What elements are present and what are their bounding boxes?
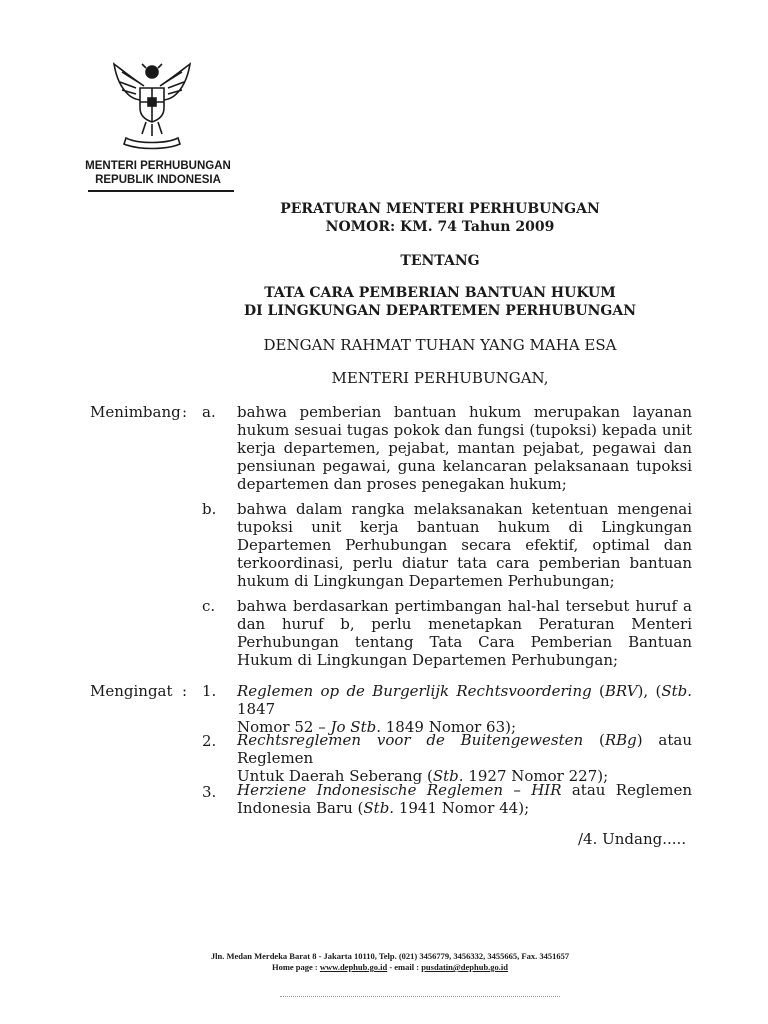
basis-1: [237, 682, 692, 736]
text-fragment: Stb.: [661, 682, 692, 700]
consideration-c-mark: c.: [202, 597, 216, 615]
mengingat-label: Mengingat: [90, 682, 173, 700]
footer-address: Jln. Medan Merdeka Barat 8 - Jakarta 10110, Telp. (021) 3456779, 3456332, 3455665, Fax. 3451657: [210, 951, 570, 961]
issuer-divider: [88, 190, 234, 192]
text-fragment: Untuk Daerah Seberang (: [237, 767, 433, 785]
consideration-a-line: bahwa pemberian bantuan hukum merupakan layanan: [237, 403, 692, 421]
subject-line-1: TATA CARA PEMBERIAN BANTUAN HUKUM: [264, 285, 616, 301]
menimbang-colon: :: [182, 403, 188, 421]
text-fragment: 1849 Nomor 63);: [380, 718, 517, 736]
text-fragment: Herziene Indonesische Reglemen – HIR: [237, 781, 562, 799]
menimbang-label: Menimbang: [90, 403, 181, 421]
homepage-label: Home page :: [271, 962, 320, 972]
basis-3: [237, 781, 692, 817]
text-fragment: 1847: [237, 700, 276, 718]
issuer-name: [80, 159, 236, 187]
consideration-b-line: bahwa dalam rangka melaksanakan ketentuan mengenai: [237, 500, 692, 518]
basis-3-line: [237, 781, 692, 799]
regulation-title: PERATURAN MENTERI PERHUBUNGAN: [280, 201, 600, 217]
text-fragment: 1941 Nomor 44);: [394, 799, 530, 817]
consideration-a-line: pensiunan pegawai, guna kelancaran pelaksanaan tupoksi: [237, 457, 692, 475]
consideration-c-line: Perhubungan tentang Tata Cara Pemberian Bantuan: [237, 633, 692, 651]
text-fragment: Indonesia Baru (: [237, 799, 364, 817]
footer-divider: [280, 996, 560, 998]
consideration-b-line: terkoordinasi, perlu diatur tata cara pemberian bantuan: [237, 554, 692, 572]
continuation-marker: /4. Undang.....: [578, 830, 687, 848]
basis-1-line: [237, 682, 692, 718]
text-fragment: Stb.: [432, 767, 464, 785]
text-fragment: ) atau Reglemen: [237, 731, 693, 767]
consideration-a-line: hukum sesuai tugas pokok dan fungsi (tupoksi) kepada unit: [237, 421, 692, 439]
text-fragment: 1927 Nomor 227);: [463, 767, 609, 785]
invocation: DENGAN RAHMAT TUHAN YANG MAHA ESA: [263, 336, 617, 354]
consideration-b: [237, 500, 692, 590]
email-link[interactable]: pusdatin@dephub.go.id: [421, 962, 509, 972]
consideration-b-mark: b.: [202, 500, 217, 518]
subject-line-2: DI LINGKUNGAN DEPARTEMEN PERHUBUNGAN: [243, 303, 637, 319]
text-fragment: (: [583, 731, 605, 749]
text-fragment: Stb.: [363, 799, 395, 817]
regulation-number: NOMOR: KM. 74 Tahun 2009: [325, 219, 555, 235]
basis-3-line: [237, 799, 692, 817]
authority: MENTERI PERHUBUNGAN,: [331, 369, 549, 387]
about-heading: TENTANG: [400, 253, 480, 269]
consideration-c-line: Hukum di Lingkungan Departemen Perhubungan;: [237, 651, 619, 669]
garuda-emblem-icon: [108, 58, 196, 150]
text-fragment: atau Reglemen: [561, 781, 692, 799]
text-fragment: Rechtsreglemen voor de Buitengewesten: [237, 731, 584, 749]
consideration-c-line: dan huruf b, perlu menetapkan Peraturan Menteri: [237, 615, 692, 633]
consideration-c: [237, 597, 692, 669]
text-fragment: Jo Stb.: [330, 718, 381, 736]
footer: [150, 951, 630, 973]
text-fragment: Nomor 52 –: [237, 718, 331, 736]
text-fragment: ), (: [637, 682, 662, 700]
consideration-a-line: kerja departemen, pejabat, mantan pejabat, pegawai dan: [237, 439, 692, 457]
basis-2-mark: 2.: [202, 732, 217, 750]
mengingat-colon: :: [182, 682, 188, 700]
email-label: - email :: [387, 962, 422, 972]
text-fragment: BRV: [604, 682, 638, 700]
consideration-c-line: bahwa berdasarkan pertimbangan hal-hal tersebut huruf a: [237, 597, 692, 615]
consideration-b-line: Departemen Perhubungan secara efektif, optimal dan: [237, 536, 692, 554]
text-fragment: Reglemen op de Burgerlijk Rechtsvoordering: [237, 682, 592, 700]
consideration-a: [237, 403, 692, 493]
consideration-a-line: departemen dan proses penegakan hukum;: [237, 475, 567, 493]
basis-2: [237, 731, 692, 785]
homepage-link[interactable]: www.dephub.go.id: [319, 962, 388, 972]
basis-2-line: [237, 731, 692, 767]
consideration-b-line: tupoksi unit kerja bantuan hukum di Lingkungan: [237, 518, 692, 536]
consideration-b-line: hukum di Lingkungan Departemen Perhubungan;: [237, 572, 615, 590]
footer-contact: [150, 962, 630, 973]
text-fragment: (: [591, 682, 605, 700]
issuer-line-2: REPUBLIK INDONESIA: [95, 174, 221, 186]
basis-3-mark: 3.: [202, 783, 217, 801]
issuer-line-1: MENTERI PERHUBUNGAN: [85, 160, 231, 172]
consideration-a-mark: a.: [202, 403, 216, 421]
basis-1-mark: 1.: [202, 682, 217, 700]
text-fragment: RBg: [604, 731, 637, 749]
